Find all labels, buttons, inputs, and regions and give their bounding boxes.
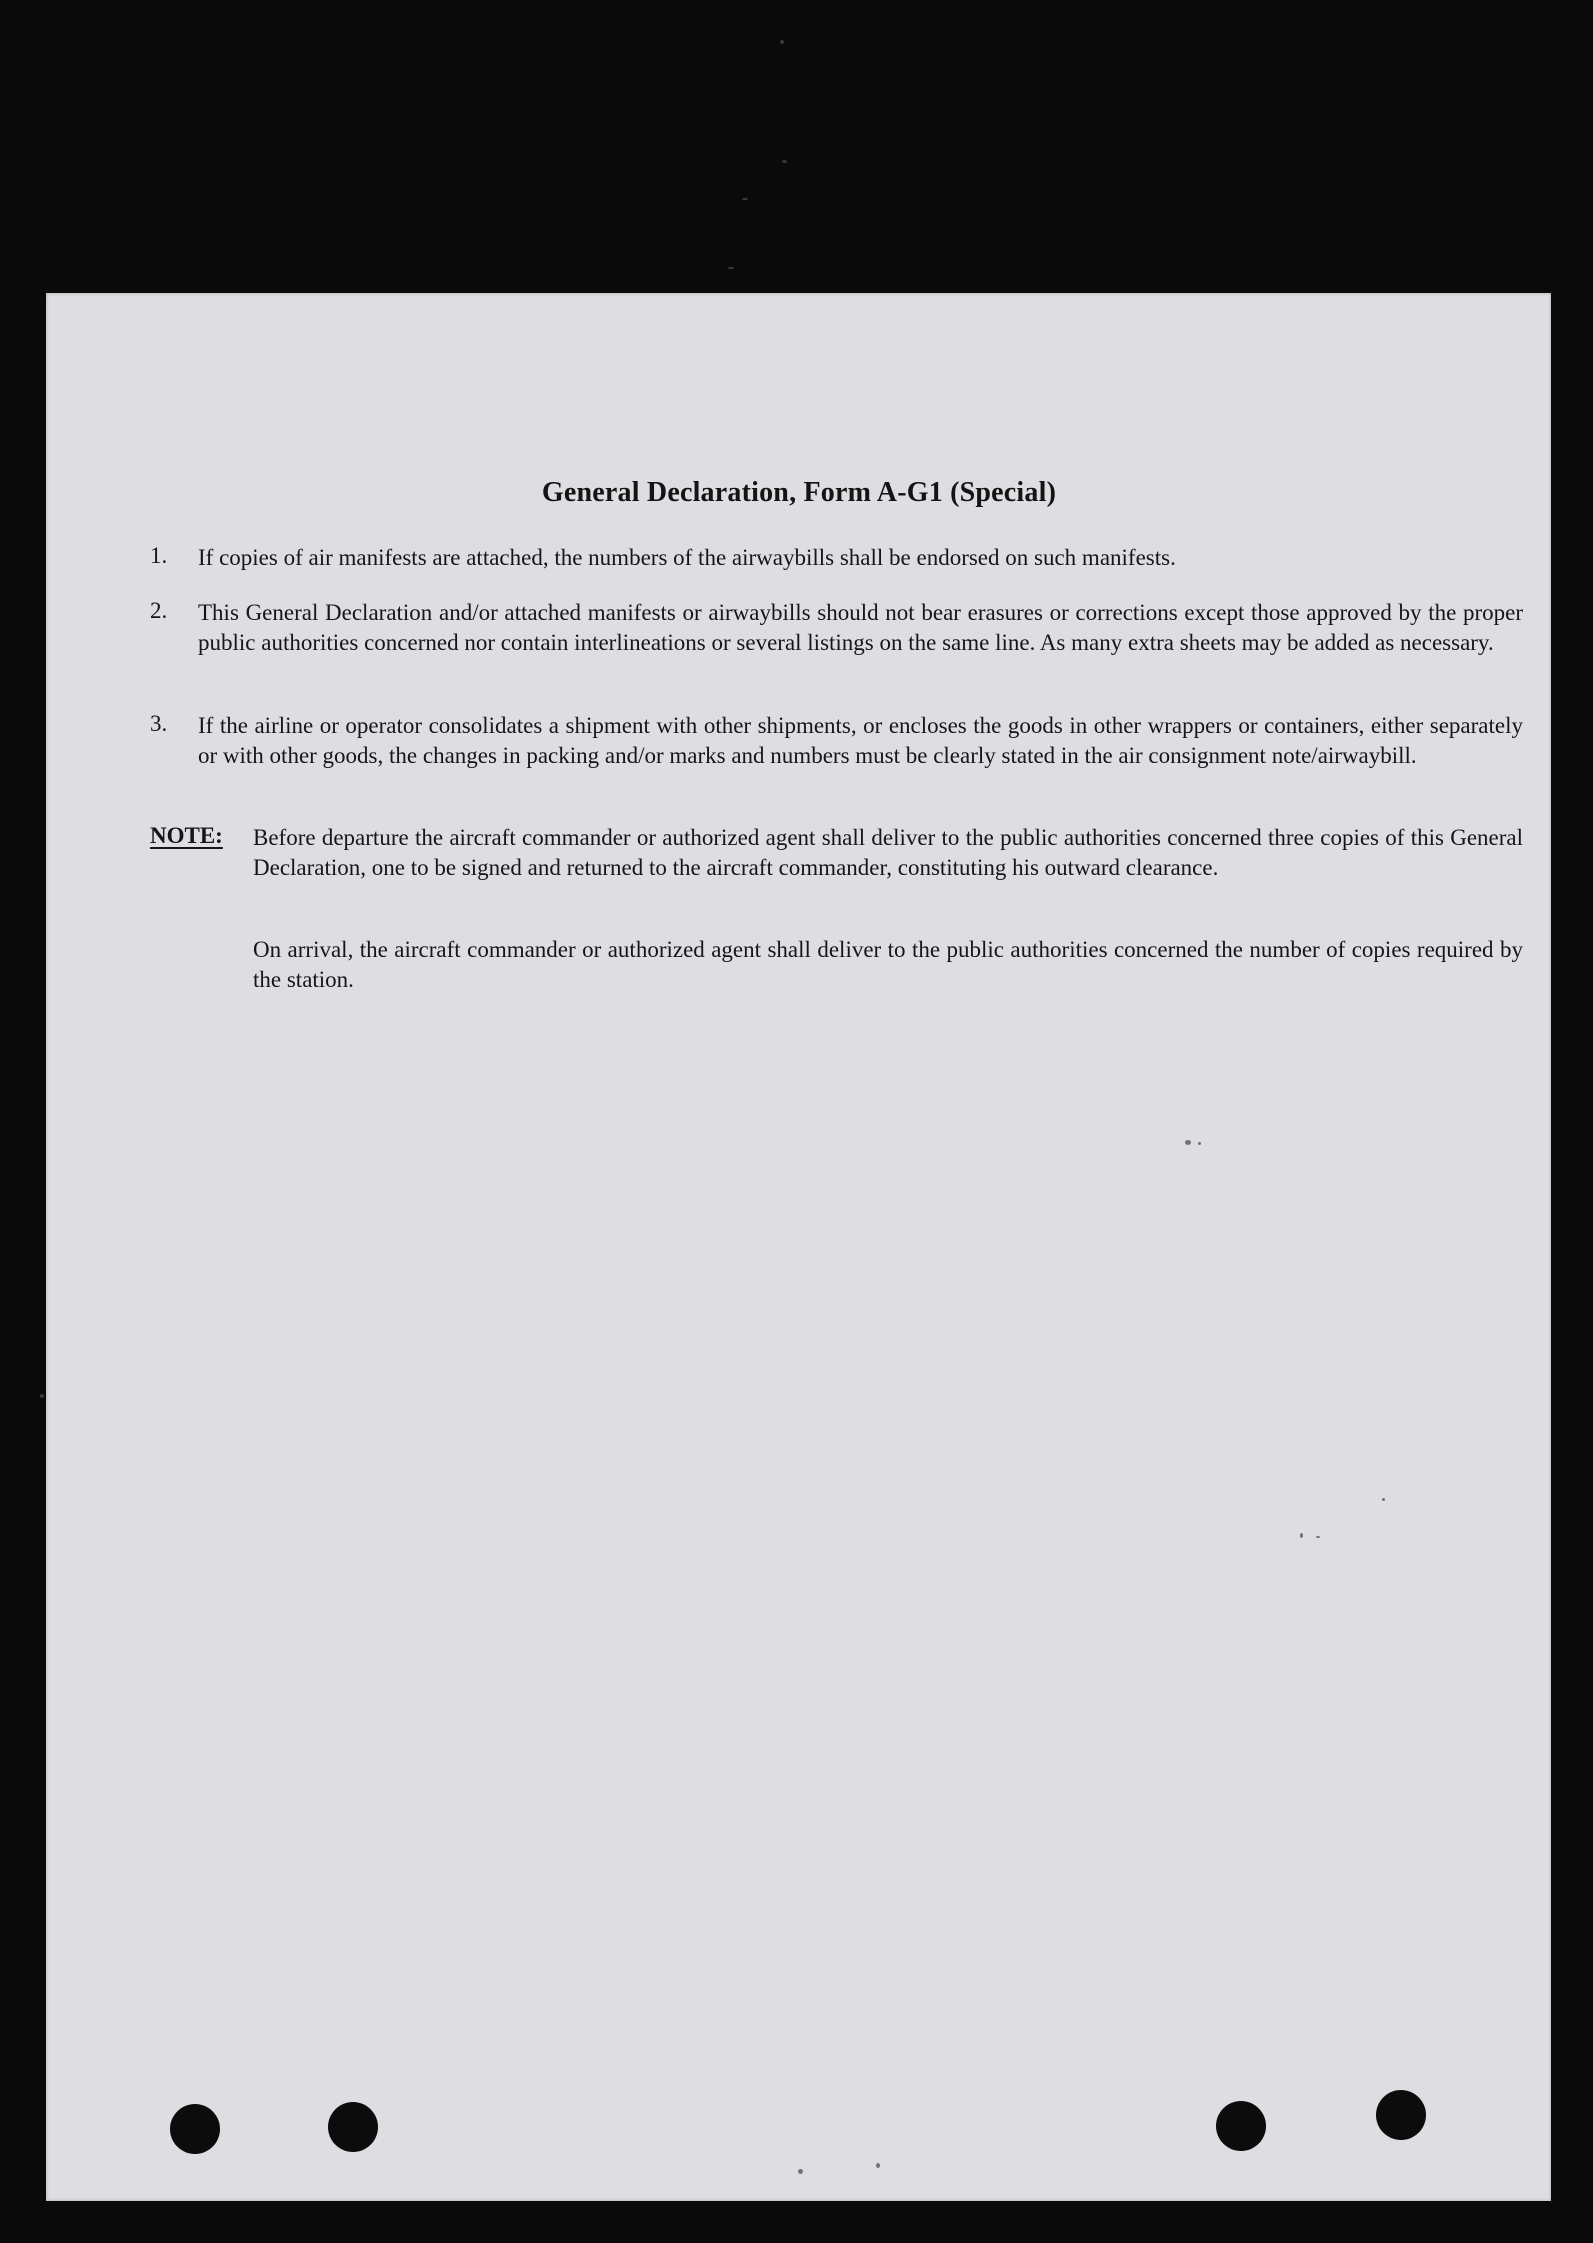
document-page [46, 293, 1551, 2201]
ink-smudge [1316, 1536, 1320, 1538]
item-number: 2. [150, 598, 168, 623]
dust-speck [40, 1394, 44, 1398]
dust-speck [742, 198, 748, 200]
item-text: If the airline or operator consolidates a shipment with other shipments, or encloses the goods in other wrappers or containers, either separately or with other goods, the changes in packing and/or marks and numbers must be clearly stated in the air consignment note/airwaybill. [198, 713, 1523, 768]
item-number: 1. [150, 543, 168, 568]
dust-speck [728, 267, 734, 269]
ink-smudge [798, 2169, 803, 2174]
note-paragraph-2: On arrival, the aircraft commander or authorized agent shall deliver to the public authorities concerned the number of copies required by the station. [253, 937, 1523, 992]
document-title: General Declaration, Form A-G1 (Special) [541, 477, 1057, 508]
ink-smudge [1185, 1140, 1191, 1145]
ink-smudge [1198, 1142, 1201, 1145]
note-paragraph-1: Before departure the aircraft commander or authorized agent shall deliver to the public authorities concerned three copies of this General Declaration, one to be signed and returned to the aircraft commander, constituting his outward clearance. [253, 825, 1523, 880]
note-label: NOTE: [150, 823, 223, 848]
item-number: 3. [150, 711, 168, 736]
binder-hole [328, 2102, 378, 2152]
ink-smudge [1382, 1498, 1385, 1501]
ink-smudge [876, 2163, 880, 2168]
dust-speck [780, 40, 784, 44]
ink-smudge [1300, 1533, 1303, 1538]
item-text: This General Declaration and/or attached manifests or airwaybills should not bear erasures or corrections except those approved by the proper public authorities concerned nor contain interlineations or several listings on the same line. As many extra sheets may be added as necessary. [198, 600, 1523, 655]
dust-speck [782, 160, 787, 163]
binder-hole [1376, 2090, 1426, 2140]
binder-hole [170, 2104, 220, 2154]
binder-hole [1216, 2101, 1266, 2151]
item-text: If copies of air manifests are attached, the numbers of the airwaybills shall be endorsed on such manifests. [198, 545, 1176, 570]
